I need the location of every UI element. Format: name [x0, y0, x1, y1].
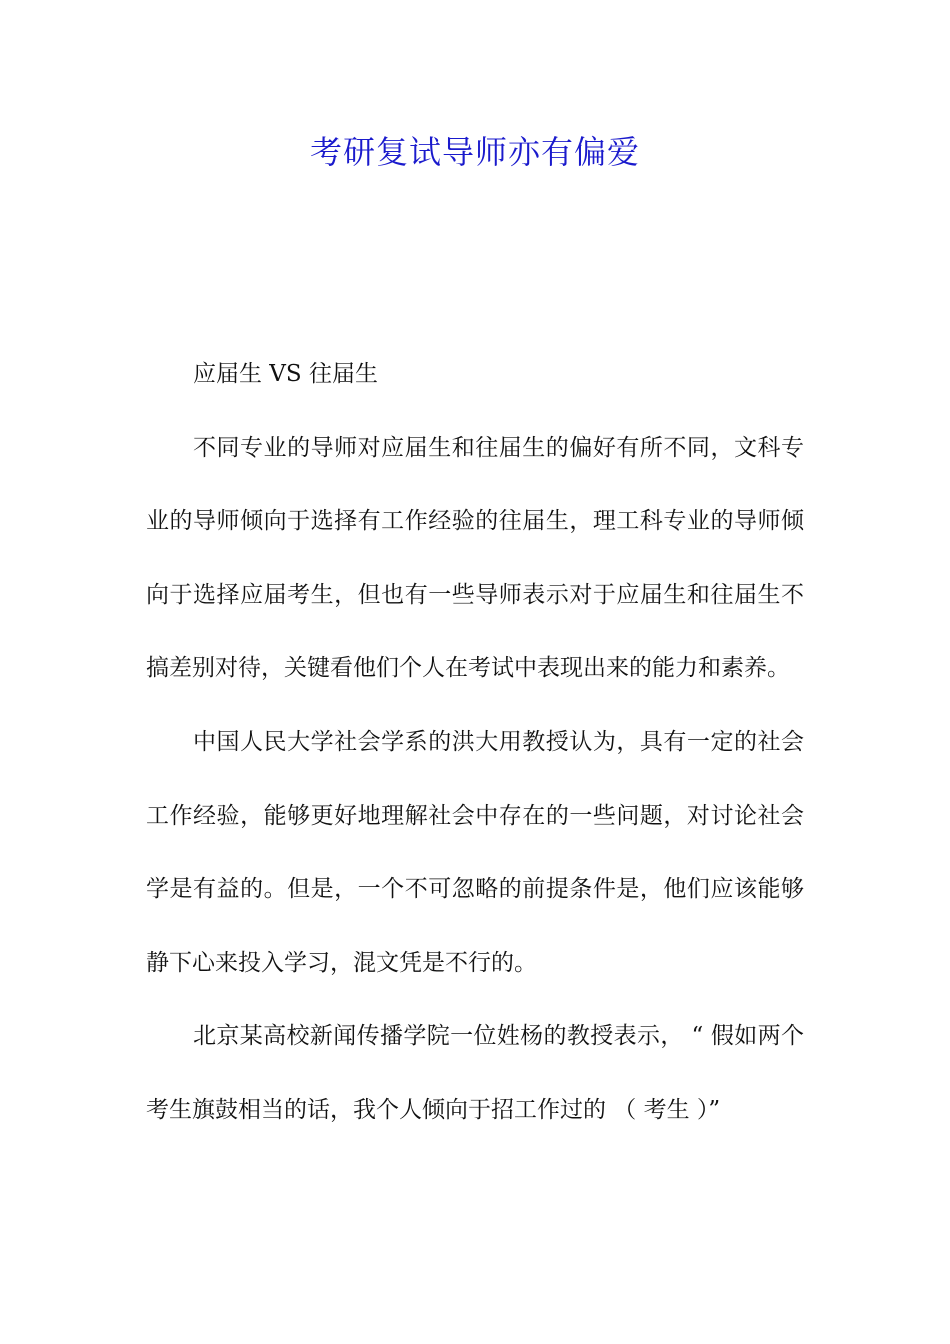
paragraph-1: 不同专业的导师对应届生和往届生的偏好有所不同，文科专业的导师倾向于选择有工作经验的往届生，理工科专业的导师倾向于选择应届考生，但也有一些导师表示对于应届生和往届生不搞差别对待，关键看他们个人在考试中表现出来的能力和素养。: [146, 434, 804, 682]
document-title: 考研复试导师亦有偏爱: [309, 133, 640, 171]
document-body: [146, 338, 804, 1148]
paragraph-2: 中国人民大学社会学系的洪大用教授认为，具有一定的社会工作经验，能够更好地理解社会中存在的一些问题，对讨论社会学是有益的。但是，一个不可忽略的前提条件是，他们应该能够静下心来投入学习，混文凭是不行的。: [146, 728, 804, 976]
paragraph-3: 北京某高校新闻传播学院一位姓杨的教授表示， “ 假如两个考生旗鼓相当的话，我个人倾向于招工作过的 （ 考生 ）”: [146, 1023, 804, 1123]
section-heading: 应届生 VS 往届生: [193, 361, 378, 387]
